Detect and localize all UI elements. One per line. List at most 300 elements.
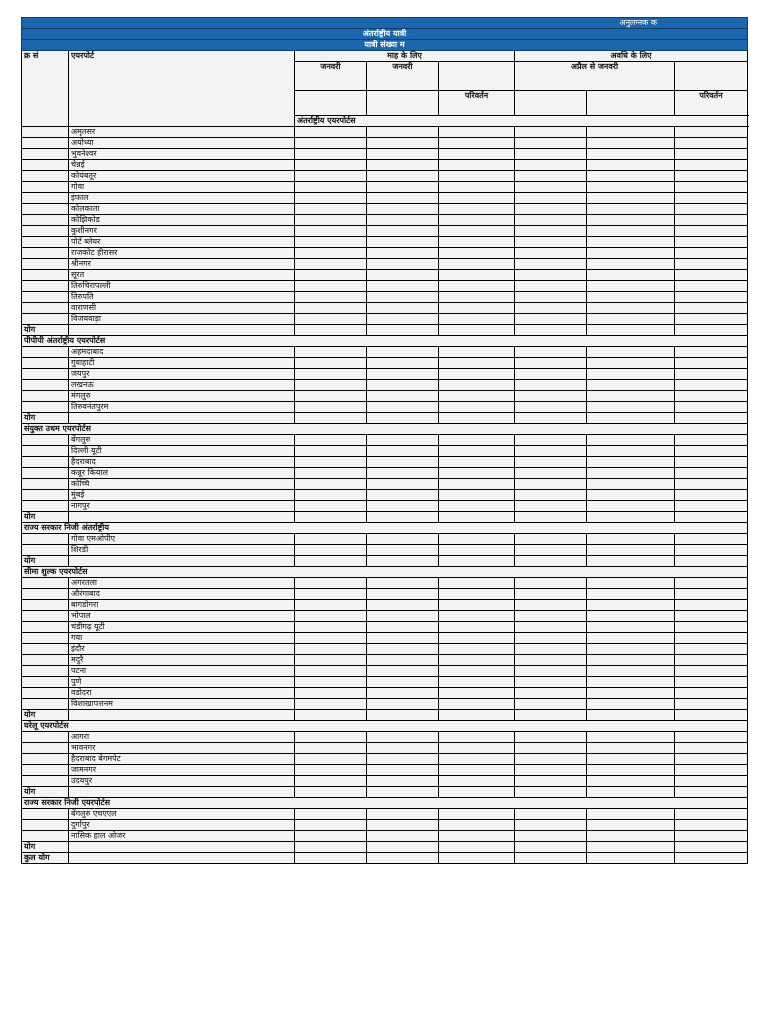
data-cell [439, 776, 515, 787]
data-cell [367, 402, 439, 413]
sr-cell [22, 666, 69, 677]
table-row [22, 754, 748, 765]
data-cell [515, 853, 587, 864]
data-cell [515, 468, 587, 479]
subtotal-label: योग [22, 325, 69, 336]
data-cell [515, 512, 587, 523]
data-cell [367, 138, 439, 149]
subtotal-label: योग [22, 512, 69, 523]
data-cell [439, 369, 515, 380]
table-row [22, 281, 748, 292]
data-cell [587, 237, 675, 248]
data-cell [675, 314, 748, 325]
sr-cell [22, 259, 69, 270]
data-cell [675, 512, 748, 523]
data-cell [295, 677, 367, 688]
data-cell [295, 281, 367, 292]
airport-name: कोझिकोड [69, 215, 295, 226]
data-cell [675, 787, 748, 798]
data-cell [367, 204, 439, 215]
data-cell [295, 809, 367, 820]
sr-cell [22, 303, 69, 314]
table-row [22, 248, 748, 259]
data-cell [439, 193, 515, 204]
data-cell [439, 787, 515, 798]
data-cell [295, 699, 367, 710]
airport-name: हैदराबाद [69, 457, 295, 468]
table-row [22, 435, 748, 446]
data-cell [295, 479, 367, 490]
table-row [22, 138, 748, 149]
data-cell [439, 402, 515, 413]
data-cell [515, 809, 587, 820]
col-jan-1: जनवरी [295, 62, 367, 91]
data-cell [367, 545, 439, 556]
data-cell [367, 743, 439, 754]
table-row [22, 600, 748, 611]
data-cell [515, 237, 587, 248]
sr-cell [22, 468, 69, 479]
data-cell [367, 468, 439, 479]
sr-cell [22, 655, 69, 666]
data-cell [587, 149, 675, 160]
data-cell [295, 149, 367, 160]
data-cell [587, 435, 675, 446]
data-cell [295, 160, 367, 171]
table-row [22, 776, 748, 787]
data-cell [515, 545, 587, 556]
airport-name: तिरुवनंतपुरम [69, 402, 295, 413]
table-row [22, 699, 748, 710]
data-cell [295, 303, 367, 314]
airport-name: विजयवाड़ा [69, 314, 295, 325]
data-cell [587, 853, 675, 864]
airport-name: अगरतला [69, 578, 295, 589]
data-cell [439, 270, 515, 281]
data-cell [675, 281, 748, 292]
data-cell [515, 292, 587, 303]
sr-cell [22, 611, 69, 622]
data-cell [675, 578, 748, 589]
sr-cell [22, 600, 69, 611]
airport-name: जामनगर [69, 765, 295, 776]
sr-cell [22, 765, 69, 776]
data-cell [295, 182, 367, 193]
data-cell [295, 666, 367, 677]
table-row [22, 182, 748, 193]
sr-cell [22, 622, 69, 633]
data-cell [515, 644, 587, 655]
data-cell [439, 512, 515, 523]
table-row [22, 589, 748, 600]
sr-cell [22, 127, 69, 138]
data-cell [515, 347, 587, 358]
data-cell [587, 688, 675, 699]
table-row [22, 622, 748, 633]
data-cell [515, 303, 587, 314]
sr-cell [22, 160, 69, 171]
data-cell [439, 182, 515, 193]
airport-name: तिरुचिरापल्ली [69, 281, 295, 292]
data-cell [675, 479, 748, 490]
data-cell [439, 138, 515, 149]
airport-name: मदुरै [69, 655, 295, 666]
data-cell [675, 633, 748, 644]
col-change-2: परिवर्तन [675, 91, 748, 116]
data-cell [515, 611, 587, 622]
table-row [22, 215, 748, 226]
data-cell [515, 534, 587, 545]
data-cell [295, 545, 367, 556]
data-cell [439, 501, 515, 512]
airport-name: मंगलुरु [69, 391, 295, 402]
data-cell [587, 787, 675, 798]
data-cell [295, 138, 367, 149]
data-cell [675, 490, 748, 501]
airport-name: अहमदाबाद [69, 347, 295, 358]
data-cell [367, 688, 439, 699]
airport-name: भोपाल [69, 611, 295, 622]
data-cell [295, 171, 367, 182]
data-cell [295, 501, 367, 512]
sr-cell [22, 226, 69, 237]
airport-name: उदयपुर [69, 776, 295, 787]
data-cell [439, 600, 515, 611]
data-cell [367, 776, 439, 787]
table-row [22, 479, 748, 490]
sr-cell [22, 457, 69, 468]
data-cell [675, 776, 748, 787]
data-cell [439, 589, 515, 600]
data-cell [515, 765, 587, 776]
airport-name: लखनऊ [69, 380, 295, 391]
data-cell [295, 457, 367, 468]
data-cell [675, 193, 748, 204]
table-row [22, 391, 748, 402]
subtotal-row [22, 787, 748, 798]
sr-cell [22, 490, 69, 501]
airport-name: पोर्ट ब्लेयर [69, 237, 295, 248]
airport-name: भुवनेश्वर [69, 149, 295, 160]
data-cell [439, 820, 515, 831]
sr-cell [22, 534, 69, 545]
table-row [22, 149, 748, 160]
data-cell [367, 149, 439, 160]
data-cell [515, 204, 587, 215]
data-cell [515, 589, 587, 600]
data-cell [675, 622, 748, 633]
data-cell [587, 633, 675, 644]
col-april-to-jan: अप्रैल से जनवरी [515, 62, 675, 91]
table-row [22, 831, 748, 842]
section-title: राज्य सरकार निजी एयरपोर्टस [22, 798, 748, 809]
data-cell [295, 259, 367, 270]
col-change-1: परिवर्तन [439, 91, 515, 116]
data-cell [515, 138, 587, 149]
table-row [22, 270, 748, 281]
sr-cell [22, 270, 69, 281]
data-cell [675, 534, 748, 545]
data-cell [675, 160, 748, 171]
data-cell [675, 831, 748, 842]
data-cell [367, 325, 439, 336]
data-cell [515, 699, 587, 710]
data-cell [587, 457, 675, 468]
data-cell [295, 556, 367, 567]
table-row [22, 545, 748, 556]
data-cell [675, 688, 748, 699]
data-cell [675, 677, 748, 688]
data-cell [675, 710, 748, 721]
data-cell [675, 369, 748, 380]
col-sr-no: क्र सं [22, 51, 69, 127]
data-cell [295, 215, 367, 226]
data-cell [439, 171, 515, 182]
data-cell [367, 248, 439, 259]
table-row [22, 688, 748, 699]
data-cell [439, 358, 515, 369]
data-cell [675, 853, 748, 864]
airport-name: भावनगर [69, 743, 295, 754]
data-cell [439, 204, 515, 215]
data-cell [295, 820, 367, 831]
subtotal-blank [69, 710, 295, 721]
data-cell [439, 325, 515, 336]
data-cell [295, 413, 367, 424]
data-cell [295, 622, 367, 633]
data-cell [367, 853, 439, 864]
data-cell [367, 292, 439, 303]
airport-name: गोवा [69, 182, 295, 193]
data-cell [675, 732, 748, 743]
data-cell [515, 600, 587, 611]
data-cell [367, 633, 439, 644]
data-cell [675, 699, 748, 710]
data-cell [675, 138, 748, 149]
data-cell [675, 446, 748, 457]
airport-name: राजकोट हीरासर [69, 248, 295, 259]
grand-total-label: कुल योग [22, 853, 69, 864]
data-cell [367, 347, 439, 358]
data-cell [675, 171, 748, 182]
data-cell [515, 556, 587, 567]
subtotal-row [22, 512, 748, 523]
table-row [22, 644, 748, 655]
airport-name: श्रीनगर [69, 259, 295, 270]
data-cell [367, 501, 439, 512]
data-cell [587, 446, 675, 457]
airport-name: गुवाहाटी [69, 358, 295, 369]
data-cell [295, 743, 367, 754]
data-cell [367, 600, 439, 611]
data-cell [587, 677, 675, 688]
data-cell [515, 380, 587, 391]
data-cell [439, 457, 515, 468]
data-cell [439, 633, 515, 644]
data-cell [439, 468, 515, 479]
section-header-row [22, 798, 748, 809]
data-cell [367, 127, 439, 138]
data-cell [515, 215, 587, 226]
data-cell [587, 226, 675, 237]
table-row [22, 237, 748, 248]
data-cell [587, 292, 675, 303]
data-cell [367, 611, 439, 622]
data-cell [675, 556, 748, 567]
data-cell [515, 435, 587, 446]
airport-name: आगरा [69, 732, 295, 743]
data-cell [367, 622, 439, 633]
section-title: राज्य सरकार निजी अंतर्राष्ट्रीय [22, 523, 748, 534]
section-title: पीपीपी अंतर्राष्ट्रीय एयरपोर्टस [22, 336, 748, 347]
data-cell [515, 743, 587, 754]
data-cell [675, 204, 748, 215]
data-cell [515, 325, 587, 336]
data-cell [439, 534, 515, 545]
data-cell [675, 325, 748, 336]
table-row [22, 501, 748, 512]
data-cell [367, 710, 439, 721]
data-cell [515, 149, 587, 160]
table-title: अंतर्राष्ट्रीय यात्री [22, 29, 748, 40]
data-cell [675, 754, 748, 765]
data-cell [587, 831, 675, 842]
data-cell [675, 820, 748, 831]
data-cell [675, 743, 748, 754]
data-cell [439, 292, 515, 303]
table-row [22, 160, 748, 171]
airport-name: औरंगाबाद [69, 589, 295, 600]
airport-name: तिरुपति [69, 292, 295, 303]
airport-name: बागडोगरा [69, 600, 295, 611]
data-cell [675, 226, 748, 237]
data-cell [439, 391, 515, 402]
data-cell [367, 490, 439, 501]
data-cell [367, 534, 439, 545]
data-cell [587, 809, 675, 820]
data-cell [367, 270, 439, 281]
sr-cell [22, 831, 69, 842]
table-row [22, 358, 748, 369]
data-cell [295, 237, 367, 248]
data-cell [439, 226, 515, 237]
data-cell [675, 413, 748, 424]
data-cell [675, 842, 748, 853]
table-row [22, 259, 748, 270]
table-row [22, 820, 748, 831]
data-cell [587, 820, 675, 831]
sr-cell [22, 501, 69, 512]
data-cell [675, 127, 748, 138]
data-cell [515, 831, 587, 842]
sr-cell [22, 369, 69, 380]
col-airport: एयरपोर्ट [69, 51, 295, 127]
data-cell [515, 842, 587, 853]
data-cell [439, 666, 515, 677]
data-cell [515, 666, 587, 677]
table-row [22, 633, 748, 644]
data-cell [367, 237, 439, 248]
data-cell [295, 710, 367, 721]
sr-cell [22, 776, 69, 787]
airport-name: वडोदरा [69, 688, 295, 699]
airport-name: नागपुर [69, 501, 295, 512]
data-cell [587, 842, 675, 853]
grand-total-row [22, 853, 748, 864]
data-cell [439, 281, 515, 292]
data-cell [367, 215, 439, 226]
data-cell [295, 248, 367, 259]
data-cell [587, 402, 675, 413]
data-cell [675, 303, 748, 314]
data-cell [675, 402, 748, 413]
section-title: सीमा शुल्क एयरपोर्टस [22, 567, 748, 578]
data-cell [295, 468, 367, 479]
data-cell [295, 787, 367, 798]
data-cell [439, 688, 515, 699]
data-cell [587, 556, 675, 567]
sr-cell [22, 138, 69, 149]
airport-name: वाराणसी [69, 303, 295, 314]
data-cell [675, 644, 748, 655]
data-cell [367, 160, 439, 171]
data-cell [587, 259, 675, 270]
airport-name: शिरडी [69, 545, 295, 556]
data-cell [367, 358, 439, 369]
subtotal-row [22, 325, 748, 336]
data-cell [515, 633, 587, 644]
data-cell [295, 193, 367, 204]
sr-cell [22, 402, 69, 413]
data-cell [587, 534, 675, 545]
data-cell [367, 314, 439, 325]
data-cell [515, 127, 587, 138]
subtotal-blank [69, 842, 295, 853]
data-cell [515, 358, 587, 369]
data-cell [587, 204, 675, 215]
airport-name: कोच्चि [69, 479, 295, 490]
data-cell [587, 666, 675, 677]
data-cell [675, 435, 748, 446]
section-header-row [22, 336, 748, 347]
section-title: संयुक्त उधम एयरपोर्टस [22, 424, 748, 435]
data-cell [439, 842, 515, 853]
data-cell [439, 732, 515, 743]
section-header-row [22, 424, 748, 435]
data-cell [587, 270, 675, 281]
passenger-table [21, 17, 748, 864]
data-cell [295, 435, 367, 446]
data-cell [587, 545, 675, 556]
data-cell [367, 226, 439, 237]
sr-cell [22, 688, 69, 699]
table-row [22, 369, 748, 380]
data-cell [295, 644, 367, 655]
data-cell [367, 787, 439, 798]
data-cell [439, 743, 515, 754]
data-cell [587, 391, 675, 402]
data-cell [439, 248, 515, 259]
data-cell [587, 127, 675, 138]
data-cell [587, 281, 675, 292]
data-cell [675, 248, 748, 259]
sr-cell [22, 193, 69, 204]
airport-name: पुणे [69, 677, 295, 688]
table-row [22, 303, 748, 314]
data-cell [367, 193, 439, 204]
sr-cell [22, 281, 69, 292]
subtotal-blank [69, 325, 295, 336]
